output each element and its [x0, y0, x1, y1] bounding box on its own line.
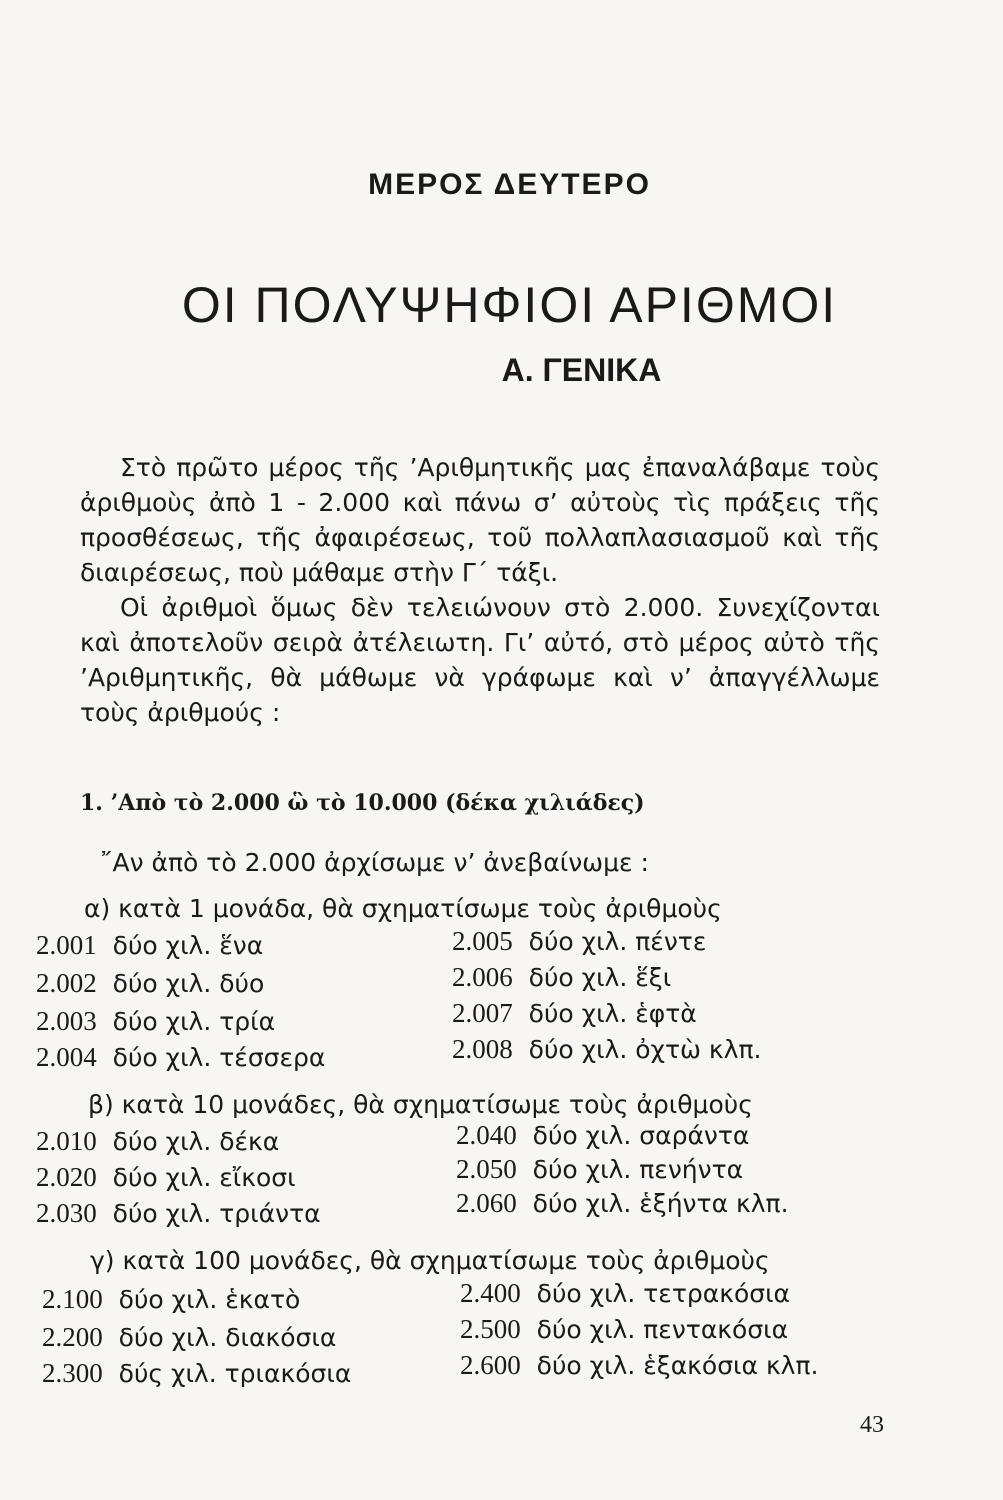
list-item — [456, 1188, 789, 1219]
list-item — [42, 1358, 351, 1389]
intro-paragraph-2: Οἱ ἀριθμοὶ ὅμως δὲν τελειώνουν στὸ 2.000. Συνεχίζονται καὶ ἀποτελοῦν σειρὰ ἀτέλειωτη. Γι’ αὐτό, στὸ μέρος αὐτὸ τῆς ’Αριθμητικῆς, θὰ μάθωμε νὰ γράφωμε καὶ ν’ ἀπαγγέλλωμε τοὺς ἀριθμούς : — [80, 593, 880, 727]
number-words: δύο χιλ. τετρακόσια — [536, 1279, 791, 1308]
list-item — [36, 1006, 275, 1037]
group-heading-c: γ) κατὰ 100 μονάδες, θὰ σχηματίσωμε τοὺς ἀριθμοὺς — [90, 1246, 770, 1275]
number-words: δύο χιλ. πενήντα — [532, 1155, 744, 1184]
list-item — [42, 1322, 336, 1353]
number: 2.030 — [36, 1198, 97, 1228]
number: 2.100 — [42, 1284, 103, 1314]
list-item — [42, 1284, 300, 1315]
number: 2.007 — [452, 998, 513, 1028]
intro-text — [80, 450, 880, 730]
list-item — [36, 930, 263, 961]
intro-paragraph-1: Στὸ πρῶτο μέρος τῆς ’Αριθμητικῆς μας ἐπαναλάβαμε τοὺς ἀριθμοὺς ἀπὸ 1 - 2.000 καὶ πάνω σ’ αὐτοὺς τὶς πράξεις τῆς προσθέσεως, τῆς ἀφαιρέσεως, τοῦ πολλαπλασιασμοῦ καὶ τῆς διαιρέσεως, ποὺ μάθαμε στὴν Γ΄ τάξι. — [80, 453, 880, 587]
number: 2.050 — [456, 1154, 517, 1184]
number: 2.060 — [456, 1188, 517, 1218]
number-words: δύο χιλ. ἑφτὰ — [528, 999, 697, 1028]
number-words: δύς χιλ. τριακόσια — [118, 1359, 352, 1388]
lead-line: ῎Αν ἀπὸ τὸ 2.000 ἀρχίσωμε ν’ ἀνεβαίνωμε : — [100, 848, 649, 877]
list-item — [452, 962, 671, 993]
list-item — [36, 1198, 321, 1229]
number-words: δύο χιλ. διακόσια — [118, 1323, 337, 1352]
list-item — [36, 968, 264, 999]
number: 2.003 — [36, 1006, 97, 1036]
number: 2.200 — [42, 1322, 103, 1352]
number-words: δύο χιλ. πεντακόσια — [536, 1315, 789, 1344]
list-item — [36, 1162, 296, 1193]
list-item — [460, 1314, 788, 1345]
part-title: ΜΕΡΟΣ ΔΕΥΤΕΡΟ — [368, 168, 651, 201]
number-words: δύο χιλ. ἑκατὸ — [118, 1285, 301, 1314]
subsection-heading: 1. ’Απὸ τὸ 2.000 ὣ τὸ 10.000 (δέκα χιλιάδες) — [80, 790, 645, 816]
number: 2.300 — [42, 1358, 103, 1388]
list-item — [36, 1042, 325, 1073]
group-heading-a: α) κατὰ 1 μονάδα, θὰ σχηματίσωμε τοὺς ἀριθμοὺς — [84, 894, 722, 923]
list-item — [456, 1120, 749, 1151]
list-item — [452, 926, 706, 957]
number-words: δύο χιλ. τρία — [112, 1007, 276, 1036]
number: 2.008 — [452, 1034, 513, 1064]
number: 2.400 — [460, 1278, 521, 1308]
number-words: δύο χιλ. τριάντα — [112, 1199, 321, 1228]
number-words: δύο χιλ. ἑξήντα κλπ. — [532, 1189, 789, 1218]
number: 2.020 — [36, 1162, 97, 1192]
chapter-title: ΟΙ ΠΟΛΥΨΗΦΙΟΙ ΑΡΙΘΜΟΙ — [181, 277, 838, 333]
number: 2.004 — [36, 1042, 97, 1072]
number-words: δύο χιλ. τέσσερα — [112, 1043, 326, 1072]
list-item — [452, 1034, 761, 1065]
section-title: Α. ΓΕΝΙΚΑ — [501, 352, 662, 388]
list-item — [460, 1278, 790, 1309]
number: 2.040 — [456, 1120, 517, 1150]
group-heading-b: β) κατὰ 10 μονάδες, θὰ σχηματίσωμε τοὺς ἀριθμοὺς — [88, 1090, 753, 1119]
number-words: δύο χιλ. σαράντα — [532, 1121, 750, 1150]
number-words: δύο χιλ. ἕνα — [112, 931, 264, 960]
number: 2.005 — [452, 926, 513, 956]
number-words: δύο χιλ. πέντε — [528, 927, 707, 956]
list-item — [460, 1350, 818, 1381]
page-number: 43 — [860, 1412, 884, 1438]
number-words: δύο χιλ. ἑξακόσια κλπ. — [536, 1351, 819, 1380]
number-words: δύο χιλ. ὀχτὼ κλπ. — [528, 1035, 762, 1064]
list-item — [456, 1154, 743, 1185]
number-words: δύο χιλ. δέκα — [112, 1127, 280, 1156]
number: 2.010 — [36, 1126, 97, 1156]
number: 2.001 — [36, 930, 97, 960]
number: 2.500 — [460, 1314, 521, 1344]
number-words: δύο χιλ. εἴκοσι — [112, 1163, 296, 1192]
number: 2.006 — [452, 962, 513, 992]
number-words: δύο χιλ. ἕξι — [528, 963, 672, 992]
list-item — [36, 1126, 279, 1157]
number: 2.600 — [460, 1350, 521, 1380]
list-item — [452, 998, 697, 1029]
number-words: δύο χιλ. δύο — [112, 969, 265, 998]
number: 2.002 — [36, 968, 97, 998]
